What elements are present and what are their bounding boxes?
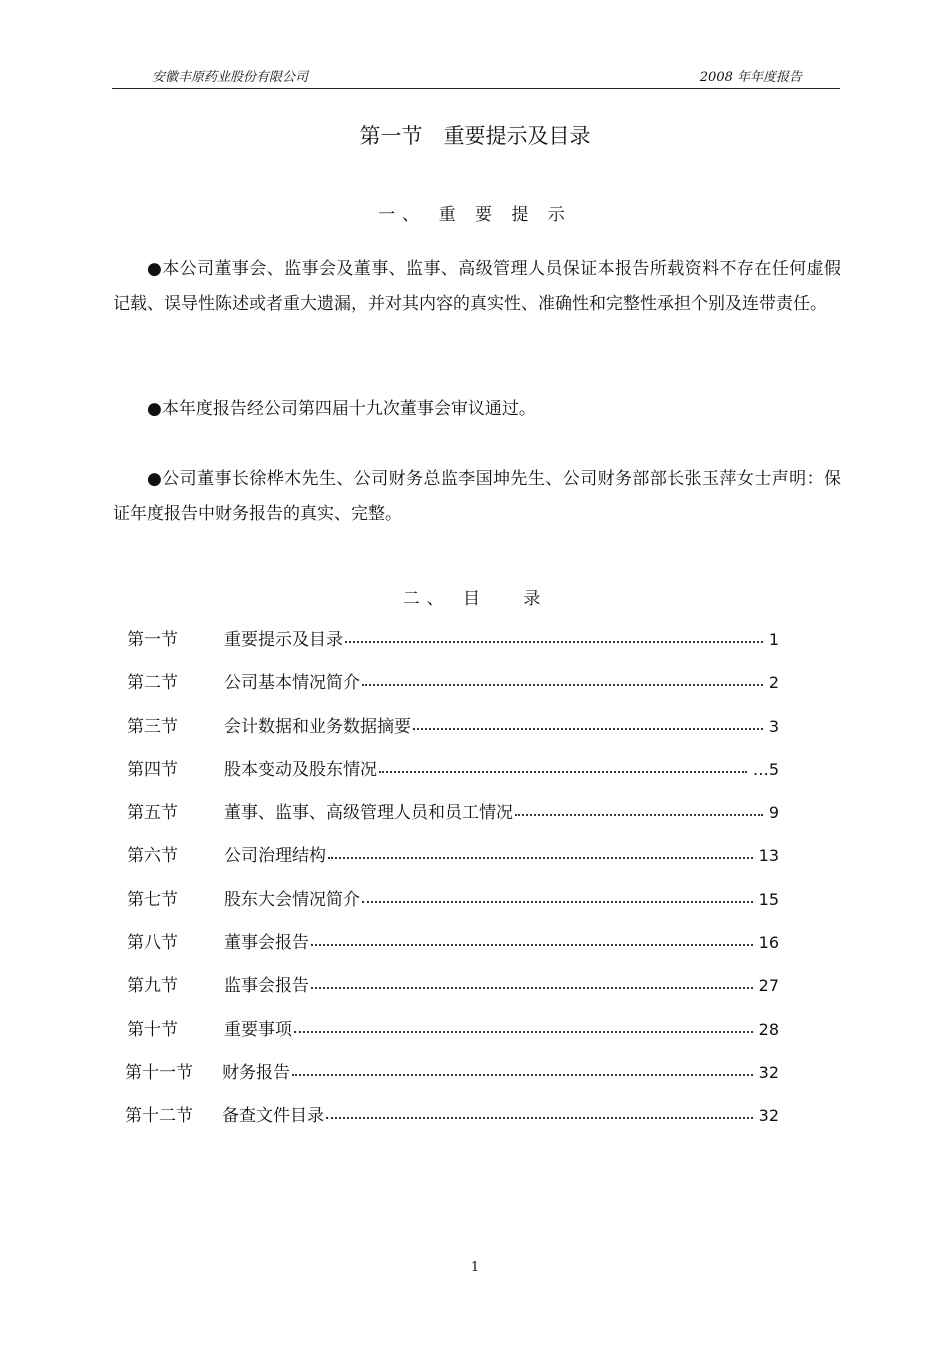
toc-dot-leader [413,728,763,730]
page-number: 1 [470,1260,480,1275]
toc-section-number: 第九节 [127,976,178,997]
toc-section-title: 董事会报告 [224,933,309,954]
toc-section-number: 第十节 [127,1019,178,1040]
toc-section-number: 第二节 [127,673,178,694]
toc-entry[interactable] [127,1014,787,1057]
toc-entry[interactable] [127,1100,787,1143]
toc-section-title: 财务报告 [222,1062,290,1083]
toc-dot-leader [362,684,763,686]
toc-page-number: 15 [758,889,779,909]
toc-dot-leader [515,814,763,816]
toc-section-title: 监事会报告 [224,976,309,997]
toc-entry[interactable] [127,624,787,667]
header-report-title: 2008 年年度报告 [699,70,802,85]
toc-dot-leader [294,1031,753,1033]
toc-entry[interactable] [127,797,787,840]
toc-dot-leader [326,1117,753,1119]
toc-dot-leader [379,771,747,773]
toc-section-number: 第一节 [127,630,178,650]
toc-dot-leader [292,1074,753,1076]
toc-dot-leader [311,944,753,946]
toc-page-number: 1 [768,630,779,649]
toc-entry[interactable] [127,754,787,797]
contents-heading: 二、 目 录 [402,589,548,609]
toc-section-number: 第六节 [127,846,178,867]
toc-section-number: 第三节 [127,716,178,737]
toc-section-number: 第十二节 [125,1106,193,1127]
toc-section-number: 第七节 [127,889,178,910]
notice-paragraph-1: ●本公司董事会、监事会及董事、监事、高级管理人员保证本报告所载资料不存在任何虚假记载、误导性陈述或者重大遗漏，并对其内容的真实性、准确性和完整性承担个别及连带责任。 [113,259,841,314]
toc-entry[interactable] [127,927,787,970]
toc-dot-leader [311,987,753,989]
toc-entry[interactable] [127,884,787,927]
toc-page-number: 9 [768,803,779,823]
toc-page-number: 2 [768,673,779,693]
toc-page-number: 32 [758,1106,779,1126]
toc-entry[interactable] [127,970,787,1013]
toc-section-title: 会计数据和业务数据摘要 [224,716,411,737]
toc-section-title: 董事、监事、高级管理人员和员工情况 [224,803,513,824]
notice-paragraph-3: ●公司董事长徐桦木先生、公司财务总监李国坤先生、公司财务部部长张玉萍女士声明：保证年度报告中财务报告的真实、完整。 [113,469,841,524]
toc-page-number: 32 [758,1062,779,1082]
toc-dot-leader [328,857,753,859]
toc-dot-leader [345,641,763,643]
table-of-contents [127,624,787,1144]
notice-paragraph-2: ●本年度报告经公司第四届十九次董事会审议通过。 [147,399,536,419]
toc-section-number: 第五节 [127,803,178,824]
toc-page-number: 28 [758,1019,779,1039]
toc-entry[interactable] [127,667,787,710]
toc-entry[interactable] [127,840,787,883]
toc-entry[interactable] [127,711,787,754]
header-company-name: 安徽丰原药业股份有限公司 [152,70,309,85]
notice-heading: 一、 重 要 提 示 [378,205,572,225]
section-title: 第一节 重要提示及目录 [359,124,591,148]
toc-section-number: 第四节 [127,759,178,780]
toc-section-title: 股东大会情况简介 [224,889,360,910]
toc-section-number: 第十一节 [125,1062,193,1083]
toc-dot-leader [362,901,753,903]
running-header [112,66,840,89]
toc-section-title: 公司基本情况简介 [224,673,360,694]
toc-section-title: 重要事项 [224,1019,292,1040]
toc-entry[interactable] [127,1057,787,1100]
toc-section-title: 备查文件目录 [222,1106,324,1127]
toc-section-title: 重要提示及目录 [224,630,343,650]
toc-section-title: 股本变动及股东情况 [224,759,377,780]
toc-page-number: 16 [758,933,779,953]
toc-page-number: 13 [758,846,779,866]
toc-page-number: …5 [752,759,779,779]
toc-page-number: 27 [758,976,779,996]
toc-section-number: 第八节 [127,933,178,954]
toc-section-title: 公司治理结构 [224,846,326,867]
toc-page-number: 3 [768,716,779,736]
